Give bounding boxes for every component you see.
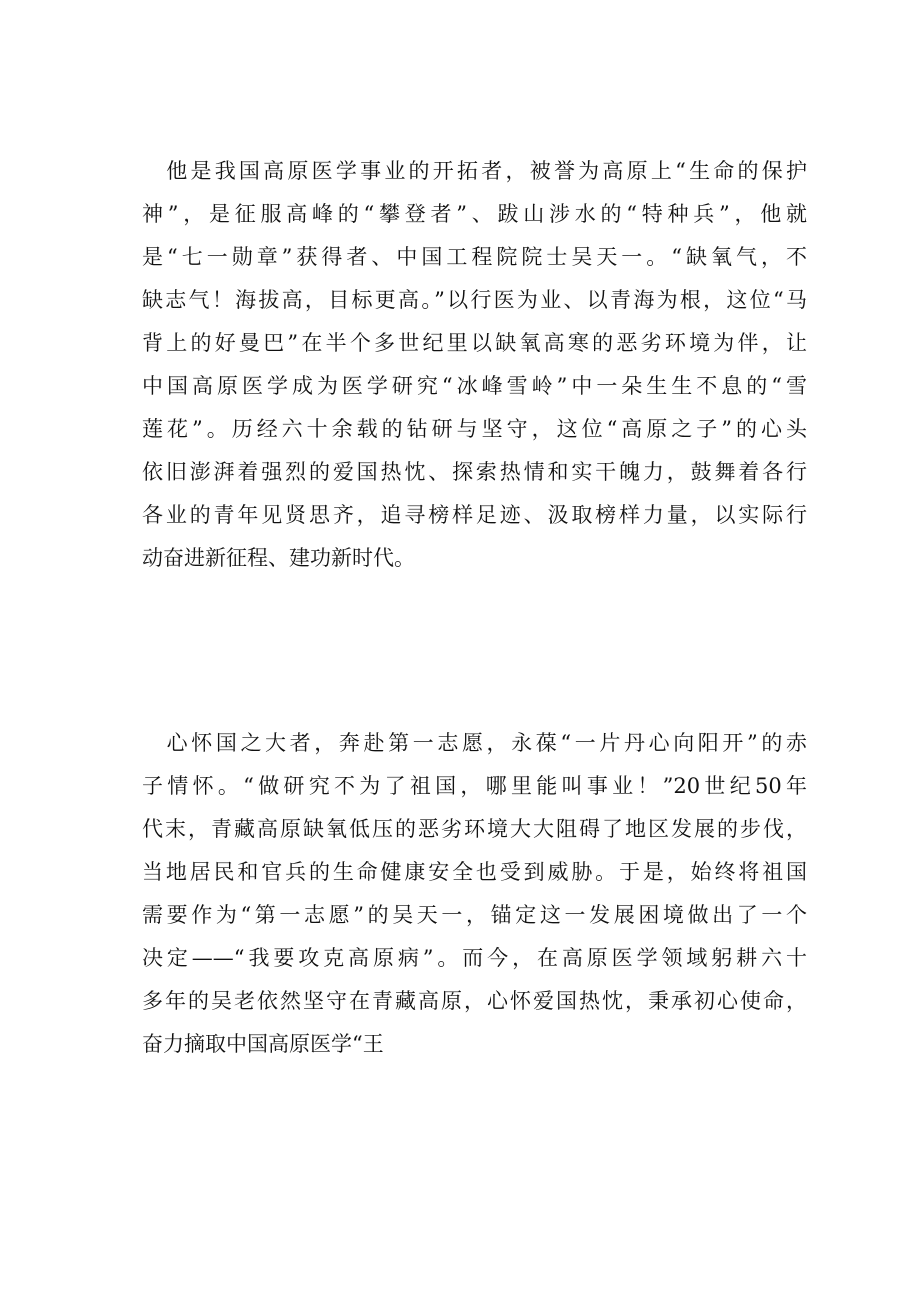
paragraph-line: 背上的好曼巴”在半个多世纪里以缺氧高寒的恶劣环境为伴，让 xyxy=(142,331,807,355)
paragraph-line: 多年的吴老依然坚守在青藏高原，心怀爱国热忱，秉承初心使命， xyxy=(142,989,807,1013)
paragraph-line: 他是我国高原医学事业的开拓者，被誉为高原上“生命的保护 xyxy=(142,159,807,183)
paragraph-line: 决定——“我要攻克高原病”。而今，在高原医学领域躬耕六十 xyxy=(142,946,807,970)
paragraph-line: 需要作为“第一志愿”的吴天一，锚定这一发展困境做出了一个 xyxy=(142,903,807,927)
paragraph-line: 缺志气！海拔高，目标更高。”以行医为业、以青海为根，这位“马 xyxy=(142,288,807,312)
paragraph-line: 神”，是征服高峰的“攀登者”、跋山涉水的“特种兵”，他就 xyxy=(142,202,807,226)
paragraph-line: 动奋进新征程、建功新时代。 xyxy=(142,546,415,570)
paragraph-line: 当地居民和官兵的生命健康安全也受到威胁。于是，始终将祖国 xyxy=(142,860,807,884)
paragraph-1 xyxy=(142,150,807,580)
paragraph-2 xyxy=(142,722,807,1066)
paragraph-line: 代末，青藏高原缺氧低压的恶劣环境大大阻碍了地区发展的步伐， xyxy=(142,817,807,841)
paragraph-line: 依旧澎湃着强烈的爱国热忱、探索热情和实干魄力，鼓舞着各行 xyxy=(142,460,807,484)
paragraph-line: 各业的青年见贤思齐，追寻榜样足迹、汲取榜样力量，以实际行 xyxy=(142,503,807,527)
paragraph-line: 子情怀。“做研究不为了祖国，哪里能叫事业！”20世纪50年 xyxy=(142,774,807,798)
paragraph-line: 中国高原医学成为医学研究“冰峰雪岭”中一朵生生不息的“雪 xyxy=(142,374,807,398)
paragraph-line: 心怀国之大者，奔赴第一志愿，永葆“一片丹心向阳开”的赤 xyxy=(142,731,807,755)
paragraph-line: 奋力摘取中国高原医学“王 xyxy=(142,1032,384,1056)
paragraph-line: 莲花”。历经六十余载的钻研与坚守，这位“高原之子”的心头 xyxy=(142,417,807,441)
paragraph-line: 是“七一勋章”获得者、中国工程院院士吴天一。“缺氧气，不 xyxy=(142,245,807,269)
